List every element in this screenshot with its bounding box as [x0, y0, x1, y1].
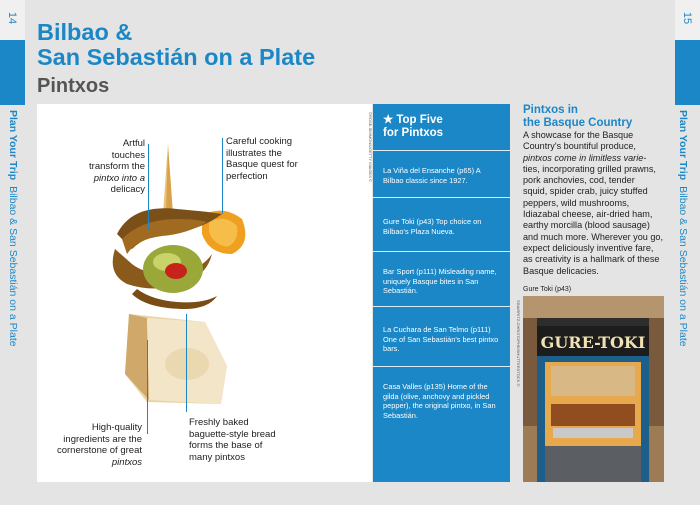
pintxo-photo-panel [37, 104, 372, 482]
storefront-illustration [523, 296, 664, 482]
divider [373, 197, 510, 198]
running-head-right [677, 110, 689, 347]
photo-caption: Gure Toki (p43) [523, 286, 572, 293]
top-five-entry-3: Bar Sport (p111) Misleading name, uniquely Basque bites in San Sebastián. [383, 267, 497, 295]
page-title: Bilbao & San Sebastián on a Plate [37, 19, 316, 70]
page-subtitle: Pintxos [37, 75, 110, 97]
top-five-box [373, 104, 510, 482]
photo-credit: ©BIARRITZ-CHRISTOPHE/SHUTTERSTOCK © [516, 300, 521, 387]
annotation-bottom-left: High-quality ingredients are the cornerstone of great pintxos [56, 422, 142, 468]
top-five-entry-4: La Cuchara de San Telmo (p111) One of San Sebastián's best pintxo bars. [383, 325, 499, 353]
bar-storefront-photo [523, 296, 664, 482]
running-head-section: Plan Your Trip [677, 110, 689, 181]
running-head-chapter: Bilbao & San Sebastián on a Plate [7, 186, 19, 347]
running-head-chapter: Bilbao & San Sebastián on a Plate [677, 186, 689, 347]
page-number-left: 14 [0, 0, 25, 40]
running-head-left [7, 110, 19, 347]
storefront-sign: GURE-TOKI [540, 333, 646, 352]
annotation-top-left: Artful touches transform the pintxo into a delicacy [89, 138, 145, 195]
running-head-section: Plan Your Trip [7, 110, 19, 181]
section-heading: Pintxos in the Basque Country [523, 104, 633, 129]
page-number-right: 15 [675, 0, 700, 40]
top-five-entry-2: Gure Toki (p43) Top choice on Bilbao's Plaza Nueva. [383, 217, 482, 236]
page-tab-right [675, 0, 700, 105]
annotation-top-right: Careful cooking illustrates the Basque quest for perfection [226, 136, 298, 182]
top-five-entry-5: Casa Valles (p135) Home of the gilda (olive, anchovy and pickled pepper), the original pintxo, in San Sebastián. [383, 382, 496, 420]
divider [373, 251, 510, 252]
section-body: A showcase for the Basque Country's bountiful produce, pintxos come in limitless varie- ties, incorporating grilled prawns, pork anchovies, cod, tender squid, spider crab, juicy stuffed peppers, wild mushrooms, Idiazabal cheese, air-dried ham, earthy morcilla (blood sausage) and much more. Wherever you go, expect deliciously inventive fare, as creativity is a hallmark of these Basque delicacies. [523, 130, 664, 276]
page-tab-left [0, 0, 25, 105]
divider [373, 306, 510, 307]
divider [373, 150, 510, 151]
star-icon: ★ [383, 114, 394, 126]
photo-credit: ©ROSE-SIMMONS/GETTY IMAGES © [368, 112, 373, 182]
annotation-line-top-left [148, 144, 149, 230]
top-five-heading: ★ Top Five for Pintxos [383, 114, 444, 139]
annotation-line-bottom-right [186, 314, 187, 412]
top-five-entry-1: La Viña del Ensanche (p65) A Bilbao classic since 1927. [383, 166, 481, 185]
annotation-line-bottom-left [147, 340, 148, 434]
annotation-bottom-right: Freshly baked baguette-style bread forms the base of many pintxos [189, 417, 276, 463]
annotation-line-top-right [222, 138, 223, 214]
divider [373, 366, 510, 367]
